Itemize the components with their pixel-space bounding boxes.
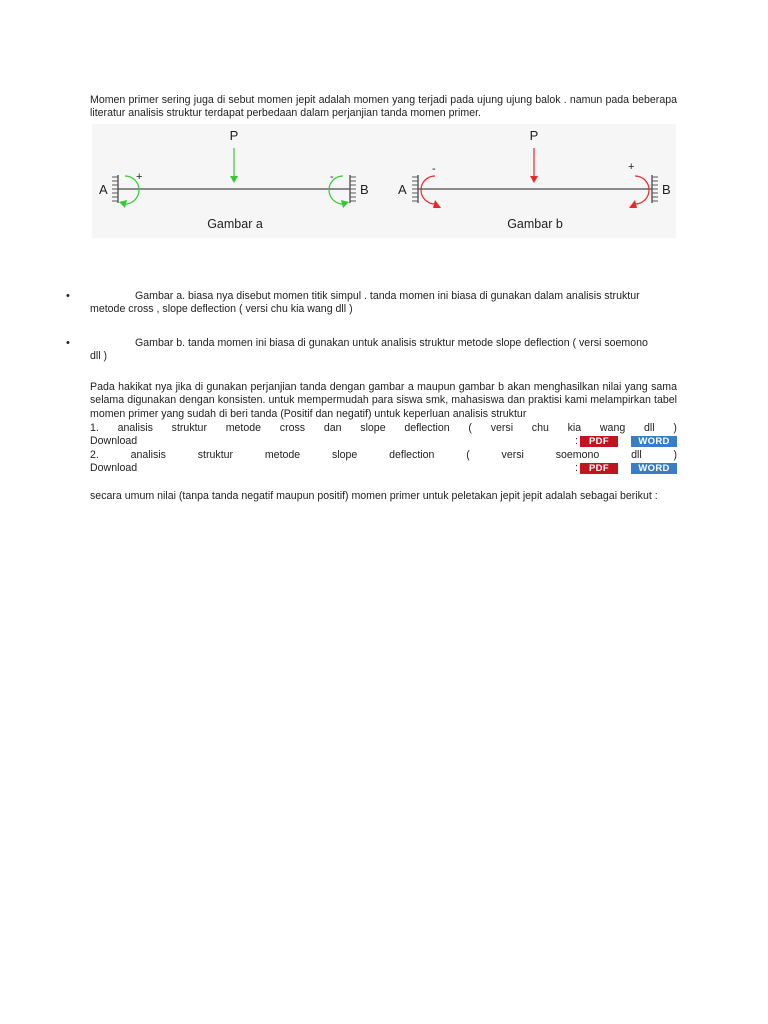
- download-title-word: metode: [264, 449, 301, 461]
- panel-a-caption: Gambar a: [207, 217, 263, 231]
- sign-convention-diagram: [92, 124, 676, 238]
- download-title-word: slope: [360, 422, 386, 434]
- download-colon: :: [575, 435, 578, 447]
- panel-a-left-hatch: [112, 177, 118, 201]
- bullet-marker: •: [66, 337, 70, 349]
- panel-b-right-hatch: [652, 177, 658, 201]
- word-download-button[interactable]: WORD: [631, 436, 677, 447]
- bullet-marker: •: [66, 290, 70, 302]
- sign-convention-figure: [92, 124, 676, 238]
- download-title-word: analisis: [130, 449, 166, 461]
- download-title-word: deflection: [404, 422, 450, 434]
- panel-a-right-node-label: B: [360, 182, 369, 197]
- panel-a-right-sign: -: [330, 171, 334, 183]
- intro-paragraph: Momen primer sering juga di sebut momen jepit adalah momen yang terjadi pada ujung ujung balok . namun pada beberapa literatur analisis struktur terdapat perbedaan dalam perjanjian tanda momen primer.: [90, 94, 677, 120]
- panel-b-load-label: P: [529, 128, 539, 143]
- download-label: Download: [90, 462, 138, 474]
- panel-b-right-sign: +: [628, 161, 635, 173]
- download-item-2-title: [90, 449, 677, 462]
- download-item-2-links: [90, 462, 677, 475]
- panel-b-right-node-label: B: [662, 182, 671, 197]
- download-title-word: versi: [490, 422, 514, 434]
- panel-b-caption: Gambar b: [507, 217, 563, 231]
- download-item-1-words: [90, 422, 677, 435]
- panel-a-left-sign: +: [136, 171, 143, 183]
- panel-a-load-label: P: [229, 128, 239, 143]
- panel-a-right-hatch: [350, 177, 356, 201]
- download-item-1-links: [90, 435, 677, 448]
- download-title-word: 2.: [90, 449, 99, 461]
- download-title-word: slope: [331, 449, 358, 461]
- panel-b-left-node-label: A: [398, 182, 407, 197]
- download-title-word: dll: [643, 422, 655, 434]
- bullet-item-gambar-a: [90, 290, 650, 317]
- closing-paragraph: secara umum nilai (tanpa tanda negatif maupun positif) momen primer untuk peletakan jepit jepit adalah sebagai berikut :: [90, 490, 658, 502]
- download-title-word: dll: [631, 449, 642, 461]
- bullet-text: Gambar a. biasa nya disebut momen titik simpul . tanda momen ini biasa di gunakan dalam analisis struktur metode cross , slope deflection ( versi chu kia wang dll ): [90, 290, 640, 316]
- bullet-item-gambar-b: [90, 337, 650, 364]
- download-title-word: soemono: [555, 449, 600, 461]
- download-title-word: 1.: [90, 422, 99, 434]
- download-title-word: ): [673, 422, 677, 434]
- download-colon: :: [575, 462, 578, 474]
- figure-background: [92, 124, 676, 238]
- download-title-word: metode: [225, 422, 262, 434]
- pdf-download-button[interactable]: PDF: [580, 436, 618, 447]
- download-title-word: ): [673, 449, 677, 461]
- panel-b-left-hatch: [412, 177, 418, 201]
- panel-a-left-node-label: A: [99, 182, 108, 197]
- download-title-word: chu: [531, 422, 549, 434]
- download-title-word: kia: [567, 422, 582, 434]
- download-title-word: (: [468, 422, 472, 434]
- download-title-word: struktur: [171, 422, 207, 434]
- download-label: Download: [90, 435, 138, 447]
- download-title-word: analisis: [117, 422, 153, 434]
- download-title-word: dan: [323, 422, 342, 434]
- download-title-word: (: [466, 449, 470, 461]
- download-title-word: struktur: [197, 449, 234, 461]
- download-title-word: cross: [279, 422, 306, 434]
- download-title-word: versi: [501, 449, 524, 461]
- download-title-word: deflection: [389, 449, 435, 461]
- pdf-download-button[interactable]: PDF: [580, 463, 618, 474]
- download-item-2-words: [90, 449, 677, 462]
- panel-b-left-sign: -: [432, 163, 436, 175]
- download-title-word: wang: [599, 422, 626, 434]
- word-download-button[interactable]: WORD: [631, 463, 677, 474]
- download-item-1-title: [90, 422, 677, 435]
- hakikat-paragraph: Pada hakikat nya jika di gunakan perjanjian tanda dengan gambar a maupun gambar b akan menghasilkan nilai yang sama selama digunakan dengan konsisten. untuk mempermudah para siswa smk, mahasiswa dan praktisi kami melampirkan tabel momen primer yang sudah di beri tanda (Positif dan negatif) untuk keperluan analisis struktur: [90, 381, 677, 420]
- bullet-text: Gambar b. tanda momen ini biasa di gunakan untuk analisis struktur metode slope deflection ( versi soemono dll ): [90, 337, 648, 363]
